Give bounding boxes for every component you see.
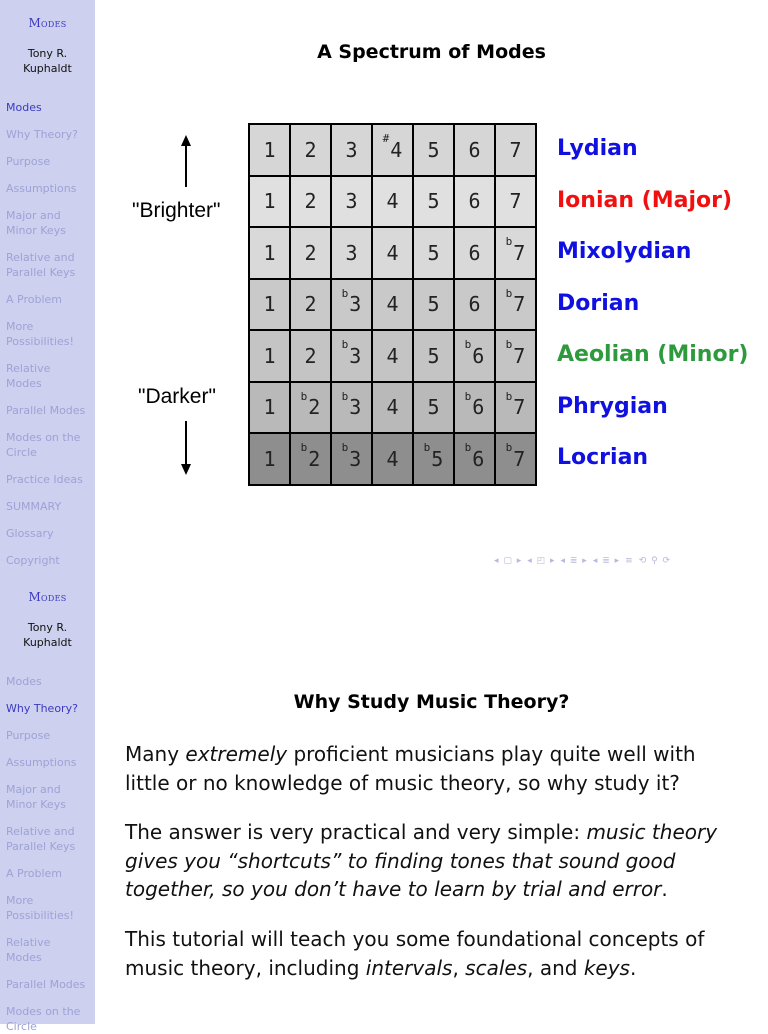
- sidebar-title[interactable]: Modes: [28, 16, 67, 30]
- scale-degree-cell: [331, 124, 372, 176]
- mode-row: [249, 279, 536, 331]
- scale-degree-cell: [413, 124, 454, 176]
- accidental: b: [300, 441, 308, 455]
- nav-control-icon[interactable]: ◂ ▢ ▸: [494, 556, 523, 566]
- sidebar-item[interactable]: SUMMARY: [6, 500, 62, 513]
- scale-degree-cell: [331, 279, 372, 331]
- degree-number: 3: [349, 343, 362, 368]
- scale-degree-cell: [454, 279, 495, 331]
- sidebar-item[interactable]: Modes: [6, 675, 42, 688]
- scale-degree-cell: [290, 330, 331, 382]
- mode-name-label: Locrian: [557, 445, 649, 470]
- mode-name-label: Dorian: [557, 290, 640, 316]
- degree-number: 6: [468, 137, 481, 162]
- mode-name-label: Lydian: [557, 136, 638, 161]
- accidental: #: [382, 132, 390, 146]
- mode-name-label: Mixolydian: [557, 239, 692, 264]
- scale-degree-cell: [249, 279, 290, 331]
- sidebar-item[interactable]: Modes: [6, 101, 42, 114]
- sidebar-item[interactable]: Why Theory?: [6, 128, 78, 141]
- degree-number: 5: [427, 137, 440, 162]
- degree-number: 2: [304, 240, 317, 265]
- degree-number: 4: [386, 446, 399, 471]
- scale-degree-cell: [249, 176, 290, 228]
- scale-degree-cell: [249, 227, 290, 279]
- sidebar-item[interactable]: Relative and Parallel Keys: [6, 825, 76, 853]
- sidebar-item[interactable]: Modes on the Circle: [6, 431, 81, 459]
- degree-number: 6: [468, 189, 481, 214]
- scale-degree-cell: [413, 330, 454, 382]
- mode-row: [249, 433, 536, 485]
- scale-degree-cell: [454, 124, 495, 176]
- accidental: b: [505, 235, 513, 249]
- scale-degree-cell: [290, 176, 331, 228]
- scale-degree-cell: [413, 279, 454, 331]
- degree-number: 3: [349, 292, 362, 317]
- accidental: b: [341, 338, 349, 352]
- degree-number: 4: [386, 343, 399, 368]
- mode-row: [249, 330, 536, 382]
- degree-number: 7: [513, 240, 526, 265]
- up-arrow-icon: [179, 135, 193, 187]
- degree-number: 7: [513, 343, 526, 368]
- sidebar-item[interactable]: Relative Modes: [6, 362, 51, 390]
- sidebar-item[interactable]: Relative and Parallel Keys: [6, 251, 76, 279]
- sidebar-item[interactable]: Purpose: [6, 729, 51, 742]
- scale-degree-cell: [454, 382, 495, 434]
- scale-degree-cell: [454, 227, 495, 279]
- scale-degree-cell: [249, 124, 290, 176]
- mode-row: [249, 176, 536, 228]
- scale-degree-cell: [249, 382, 290, 434]
- scale-degree-cell: [495, 330, 536, 382]
- scale-degree-cell: [495, 382, 536, 434]
- degree-number: 1: [263, 395, 276, 420]
- degree-number: 5: [427, 189, 440, 214]
- degree-number: 4: [386, 189, 399, 214]
- degree-number: 6: [468, 240, 481, 265]
- degree-number: 1: [263, 240, 276, 265]
- degree-number: 4: [386, 240, 399, 265]
- scale-degree-cell: [372, 176, 413, 228]
- slide-title: A Spectrum of Modes: [317, 41, 546, 63]
- accidental: b: [505, 389, 513, 403]
- mode-scale-grid: [248, 123, 537, 486]
- accidental: b: [464, 389, 472, 403]
- mode-name-label: Ionian (Major): [557, 187, 733, 213]
- degree-number: 4: [386, 292, 399, 317]
- degree-number: 2: [308, 446, 321, 471]
- sidebar-item[interactable]: Major and Minor Keys: [6, 783, 66, 811]
- degree-number: 3: [349, 395, 362, 420]
- sidebar-item[interactable]: Parallel Modes: [6, 404, 86, 417]
- accidental: b: [300, 389, 308, 403]
- degree-number: 7: [509, 137, 522, 162]
- degree-number: 4: [386, 395, 399, 420]
- degree-number: 6: [472, 395, 485, 420]
- degree-number: 2: [304, 343, 317, 368]
- degree-number: 7: [513, 292, 526, 317]
- mode-name-label: Aeolian (Minor): [557, 342, 749, 367]
- scale-degree-cell: [454, 433, 495, 485]
- sidebar-item[interactable]: Purpose: [6, 155, 51, 168]
- degree-number: 7: [509, 189, 522, 214]
- scale-degree-cell: [290, 433, 331, 485]
- paragraph-2: The answer is very practical and very simple: music theory gives you “shortcuts” to finding tones that sound good together, so you don’t have to learn by trial and error.: [125, 820, 718, 901]
- down-arrow-icon: [179, 421, 193, 475]
- paragraph-3: This tutorial will teach you some foundational concepts of music theory, including intervals, scales, and keys.: [125, 927, 705, 980]
- mode-row: [249, 382, 536, 434]
- darker-label: "Darker": [138, 385, 216, 408]
- scale-degree-cell: [372, 227, 413, 279]
- accidental: b: [341, 286, 349, 300]
- degree-number: 1: [263, 343, 276, 368]
- scale-degree-cell: [290, 382, 331, 434]
- scale-degree-cell: [413, 382, 454, 434]
- scale-degree-cell: [372, 279, 413, 331]
- sidebar-item[interactable]: Major and Minor Keys: [6, 209, 66, 237]
- degree-number: 6: [472, 446, 485, 471]
- scale-degree-cell: [290, 279, 331, 331]
- degree-number: 6: [468, 292, 481, 317]
- sidebar-title[interactable]: Modes: [28, 590, 67, 604]
- sidebar-item[interactable]: More Possibilities!: [6, 894, 74, 922]
- scale-degree-cell: [495, 124, 536, 176]
- degree-number: 3: [349, 446, 362, 471]
- sidebar-author: Tony R. Kuphaldt: [23, 47, 72, 75]
- scale-degree-cell: [495, 176, 536, 228]
- sidebar-items: [0, 674, 95, 1034]
- scale-degree-cell: [249, 330, 290, 382]
- sidebar-items: [0, 100, 95, 568]
- accidental: b: [423, 441, 431, 455]
- degree-number: 2: [304, 189, 317, 214]
- degree-number: 5: [427, 343, 440, 368]
- sidebar-item[interactable]: A Problem: [6, 867, 62, 880]
- sidebar-item[interactable]: Assumptions: [6, 756, 77, 769]
- degree-number: 1: [263, 137, 276, 162]
- slide-title: Why Study Music Theory?: [293, 691, 570, 713]
- scale-degree-cell: [413, 227, 454, 279]
- scale-degree-cell: [290, 227, 331, 279]
- degree-number: 2: [304, 137, 317, 162]
- mode-row: [249, 227, 536, 279]
- sidebar-item[interactable]: Assumptions: [6, 182, 77, 195]
- sidebar-item[interactable]: Relative Modes: [6, 936, 51, 964]
- sidebar-item[interactable]: Why Theory?: [6, 702, 78, 715]
- slide-why-study-theory: [0, 574, 768, 1033]
- nav-control-icon[interactable]: ◂ ≣ ▸: [592, 556, 621, 566]
- brighter-label: "Brighter": [132, 199, 221, 222]
- degree-number: 7: [513, 446, 526, 471]
- degree-number: 7: [513, 395, 526, 420]
- scale-degree-cell: [372, 124, 413, 176]
- paragraph-1: Many extremely proficient musicians play quite well with little or no knowledge of music theory, so why study it?: [125, 742, 696, 795]
- degree-number: 3: [345, 189, 358, 214]
- accidental: b: [341, 441, 349, 455]
- scale-degree-cell: [495, 433, 536, 485]
- sidebar-author: Tony R. Kuphaldt: [23, 621, 72, 649]
- scale-degree-cell: [372, 382, 413, 434]
- accidental: b: [505, 338, 513, 352]
- scale-degree-cell: [372, 433, 413, 485]
- sidebar-item[interactable]: Copyright: [6, 554, 60, 567]
- accidental: b: [464, 441, 472, 455]
- sidebar-item[interactable]: A Problem: [6, 293, 62, 306]
- sidebar-item[interactable]: Practice Ideas: [6, 473, 83, 486]
- scale-degree-cell: [495, 227, 536, 279]
- degree-number: 1: [263, 189, 276, 214]
- degree-number: 5: [431, 446, 444, 471]
- nav-control-icon[interactable]: ⟲ ⚲ ⟳: [638, 556, 672, 566]
- accidental: b: [464, 338, 472, 352]
- sidebar-nav: [0, 574, 95, 1033]
- scale-degree-cell: [413, 176, 454, 228]
- degree-number: 1: [263, 292, 276, 317]
- degree-number: 3: [345, 240, 358, 265]
- scale-degree-cell: [331, 227, 372, 279]
- scale-degree-cell: [331, 330, 372, 382]
- nav-control-icon[interactable]: ◂ ≣ ▸: [560, 556, 588, 566]
- mode-name-label: Phrygian: [557, 393, 668, 419]
- scale-degree-cell: [331, 176, 372, 228]
- sidebar-item[interactable]: Parallel Modes: [6, 978, 86, 991]
- sidebar-nav: [0, 0, 95, 574]
- degree-number: 4: [390, 137, 403, 162]
- degree-number: 5: [427, 292, 440, 317]
- sidebar-item[interactable]: Modes on the Circle: [6, 1005, 81, 1033]
- scale-degree-cell: [454, 176, 495, 228]
- scale-degree-cell: [249, 433, 290, 485]
- scale-degree-cell: [413, 433, 454, 485]
- degree-number: 1: [263, 446, 276, 471]
- degree-number: 2: [308, 395, 321, 420]
- degree-number: 5: [427, 395, 440, 420]
- accidental: b: [341, 389, 349, 403]
- scale-degree-cell: [372, 330, 413, 382]
- degree-number: 6: [472, 343, 485, 368]
- scale-degree-cell: [331, 433, 372, 485]
- nav-control-icon[interactable]: ◂ ◰ ▸: [527, 556, 556, 566]
- beamer-navigation-bar: [494, 556, 676, 566]
- scale-degree-cell: [454, 330, 495, 382]
- accidental: b: [505, 441, 513, 455]
- scale-degree-cell: [331, 382, 372, 434]
- sidebar-item[interactable]: More Possibilities!: [6, 320, 74, 348]
- sidebar-item[interactable]: Glossary: [6, 527, 54, 540]
- nav-control-icon[interactable]: ≡: [625, 556, 634, 566]
- degree-number: 5: [427, 240, 440, 265]
- scale-degree-cell: [495, 279, 536, 331]
- mode-row: [249, 124, 536, 176]
- accidental: b: [505, 286, 513, 300]
- degree-number: 3: [345, 137, 358, 162]
- degree-number: 2: [304, 292, 317, 317]
- scale-degree-cell: [290, 124, 331, 176]
